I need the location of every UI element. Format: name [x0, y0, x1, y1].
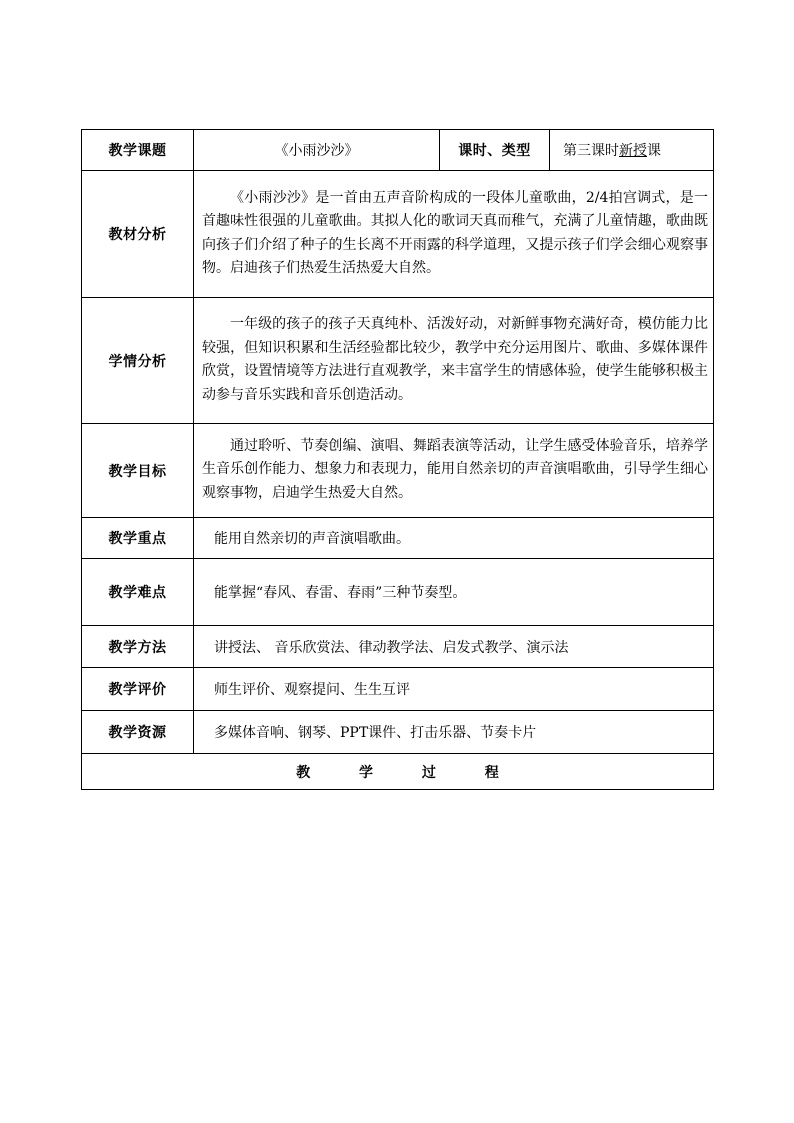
topic-label: 教学课题: [82, 130, 194, 171]
row-students: [82, 298, 714, 424]
lesson-type-label: 课时、类型: [440, 130, 550, 171]
material-text: 《小雨沙沙》是一首由五声音阶构成的一段体儿童歌曲，2/4拍宫调式，是一首趣味性很强的儿童歌曲。其拟人化的歌词天真而稚气，充满了儿童情趣，歌曲既向孩子们介绍了种子的生长离不开雨露的科学道理，又提示孩子们学会细心观察事物。启迪孩子们热爱生活热爱大自然。: [194, 171, 714, 298]
key-point-label: 教学重点: [82, 518, 194, 559]
row-evaluation: [82, 668, 714, 711]
evaluation-text: 师生评价、观察提问、生生互评: [194, 668, 714, 711]
row-resources: [82, 711, 714, 754]
row-goals: [82, 424, 714, 518]
material-label: 教材分析: [82, 171, 194, 298]
row-process: [82, 754, 714, 790]
key-point-text: 能用自然亲切的声音演唱歌曲。: [194, 518, 714, 559]
row-key-point: [82, 518, 714, 559]
topic-value: 《小雨沙沙》: [194, 130, 440, 171]
lesson-type-prefix: 第三课时: [563, 143, 619, 159]
students-text: 一年级的孩子的孩子天真纯朴、活泼好动，对新鲜事物充满好奇，模仿能力比较强，但知识积累和生活经验都比较少，教学中充分运用图片、歌曲、多媒体课件欣赏，设置情境等方法进行直观教学，来丰富学生的情感体验，使学生能够积极主动参与音乐实践和音乐创造活动。: [194, 298, 714, 424]
row-difficulty: [82, 559, 714, 626]
lesson-type-underlined: 新授: [619, 143, 647, 159]
difficulty-text: 能掌握“春风、春雷、春雨”三种节奏型。: [194, 559, 714, 626]
goals-text: 通过聆听、节奏创编、演唱、舞蹈表演等活动，让学生感受体验音乐，培养学生音乐创作能力、想象力和表现力，能用自然亲切的声音演唱歌曲，引导学生细心观察事物，启迪学生热爱大自然。: [194, 424, 714, 518]
process-heading: 教 学 过 程: [82, 754, 714, 790]
lesson-plan-table: [81, 129, 714, 790]
resources-label: 教学资源: [82, 711, 194, 754]
resources-text: 多媒体音响、钢琴、PPT课件、打击乐器、节奏卡片: [194, 711, 714, 754]
difficulty-label: 教学难点: [82, 559, 194, 626]
goals-label: 教学目标: [82, 424, 194, 518]
row-topic: [82, 130, 714, 171]
methods-text: 讲授法、 音乐欣赏法、律动教学法、启发式教学、演示法: [194, 626, 714, 668]
row-material: [82, 171, 714, 298]
methods-label: 教学方法: [82, 626, 194, 668]
lesson-type-value: [550, 130, 714, 171]
lesson-type-suffix: 课: [647, 143, 661, 159]
students-label: 学情分析: [82, 298, 194, 424]
row-methods: [82, 626, 714, 668]
evaluation-label: 教学评价: [82, 668, 194, 711]
